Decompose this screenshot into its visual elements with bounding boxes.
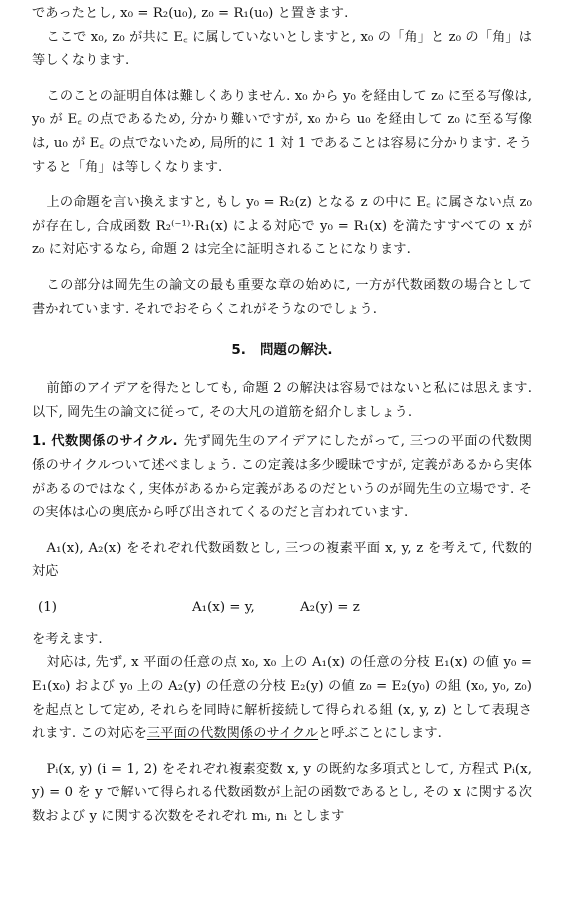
paragraph-10-part-2: と呼ぶことにします. — [318, 726, 442, 742]
paragraph-9: を考えます. — [32, 631, 103, 647]
defined-term: 三平面の代数関係のサイクル — [146, 726, 319, 742]
paragraph-2: ここで x₀, z₀ が共に E꜀ に属していないとしますと, x₀ の「角」と z₀ の「角」は等しくなります. — [32, 29, 532, 69]
paragraph-10-part-1: 対応は, 先ず, x 平面の任意の点 x₀, x₀ 上の A₁(x) の任意の分枝 E₁(x) の値 y₀ = E₁(x₀) および y₀ 上の A₂(y) の任意の分枝 E₂(y) の値 z₀ = E₂(y₀) の組 (x₀, y₀, z₀) を起点として定め, それらを同時に解析接続して得られる組 (x, y, z) として表現されます. この対応を — [32, 655, 532, 742]
paragraph-5: この部分は岡先生の論文の最も重要な章の始めに, 一方が代数函数の場合として書かれています. それでおそらくこれがそうなのでしょう. — [32, 277, 532, 317]
equation-1 — [32, 588, 532, 628]
subsection-heading: 1. 代数関係のサイクル. — [32, 434, 178, 450]
section-title: 問題の解決. — [259, 342, 333, 359]
equation-lhs: A₁(x) = y, — [192, 599, 255, 615]
paragraph-1: であったとし, x₀ = R₂(u₀), z₀ = R₁(u₀) と置きます. — [32, 6, 349, 21]
paragraph-8: A₁(x), A₂(x) をそれぞれ代数函数とし, 三つの複素平面 x, y, z を考えて, 代数的対応 — [32, 540, 532, 580]
paragraph-11: Pᵢ(x, y) (i = 1, 2) をそれぞれ複素変数 x, y の既約な多項式として, 方程式 Pᵢ(x, y) = 0 を y で解いて得られる代数函数が上記の函数であるとし, その x に関する次数および y に関する次数をそれぞれ mᵢ, nᵢ とします — [32, 761, 532, 825]
paragraph-10 — [32, 651, 532, 745]
document-page — [32, 2, 532, 829]
section-number: 5. — [231, 342, 246, 359]
equation-number: (1) — [38, 599, 57, 615]
paragraph-7-body: 先ず岡先生のアイデアにしたがって, 三つの平面の代数関係のサイクルついて述べましょう. この定義は多少曖昧ですが, 定義があるから実体があるのではなく, 実体があるから定義があるのだというのが岡先生の立場です. その実体は心の奥底から呼び出されてくるのだと言われています. — [32, 434, 532, 521]
paragraph-3: このことの証明自体は難しくありません. x₀ から y₀ を経由して z₀ に至る写像は, y₀ が E꜀ の点であるため, 分かり難いですが, x₀ から u₀ を経由して z₀ に至る写像は, u₀ が E꜀ の点でないため, 局所的に 1 対 1 であることは容易に分かります. そうすると「角」は等しくなります. — [32, 88, 532, 175]
section-heading — [32, 339, 532, 361]
paragraph-7 — [32, 430, 532, 524]
equation-rhs: A₂(y) = z — [300, 599, 360, 615]
paragraph-6: 前節のアイデアを得たとしても, 命題 2 の解決は容易ではないと私には思えます. 以下, 岡先生の論文に従って, その大凡の道筋を紹介しましょう. — [32, 381, 532, 420]
paragraph-4: 上の命題を言い換えますと, もし y₀ = R₂(z) となる z の中に E꜀ に属さない点 z₀ が存在し, 合成函数 R₂⁽⁻¹⁾·R₁(x) による対応で y₀ = R₁(x) を満たすすべての x が z₀ に対応するなら, 命題 2 は完全に証明されることになります. — [32, 195, 532, 258]
